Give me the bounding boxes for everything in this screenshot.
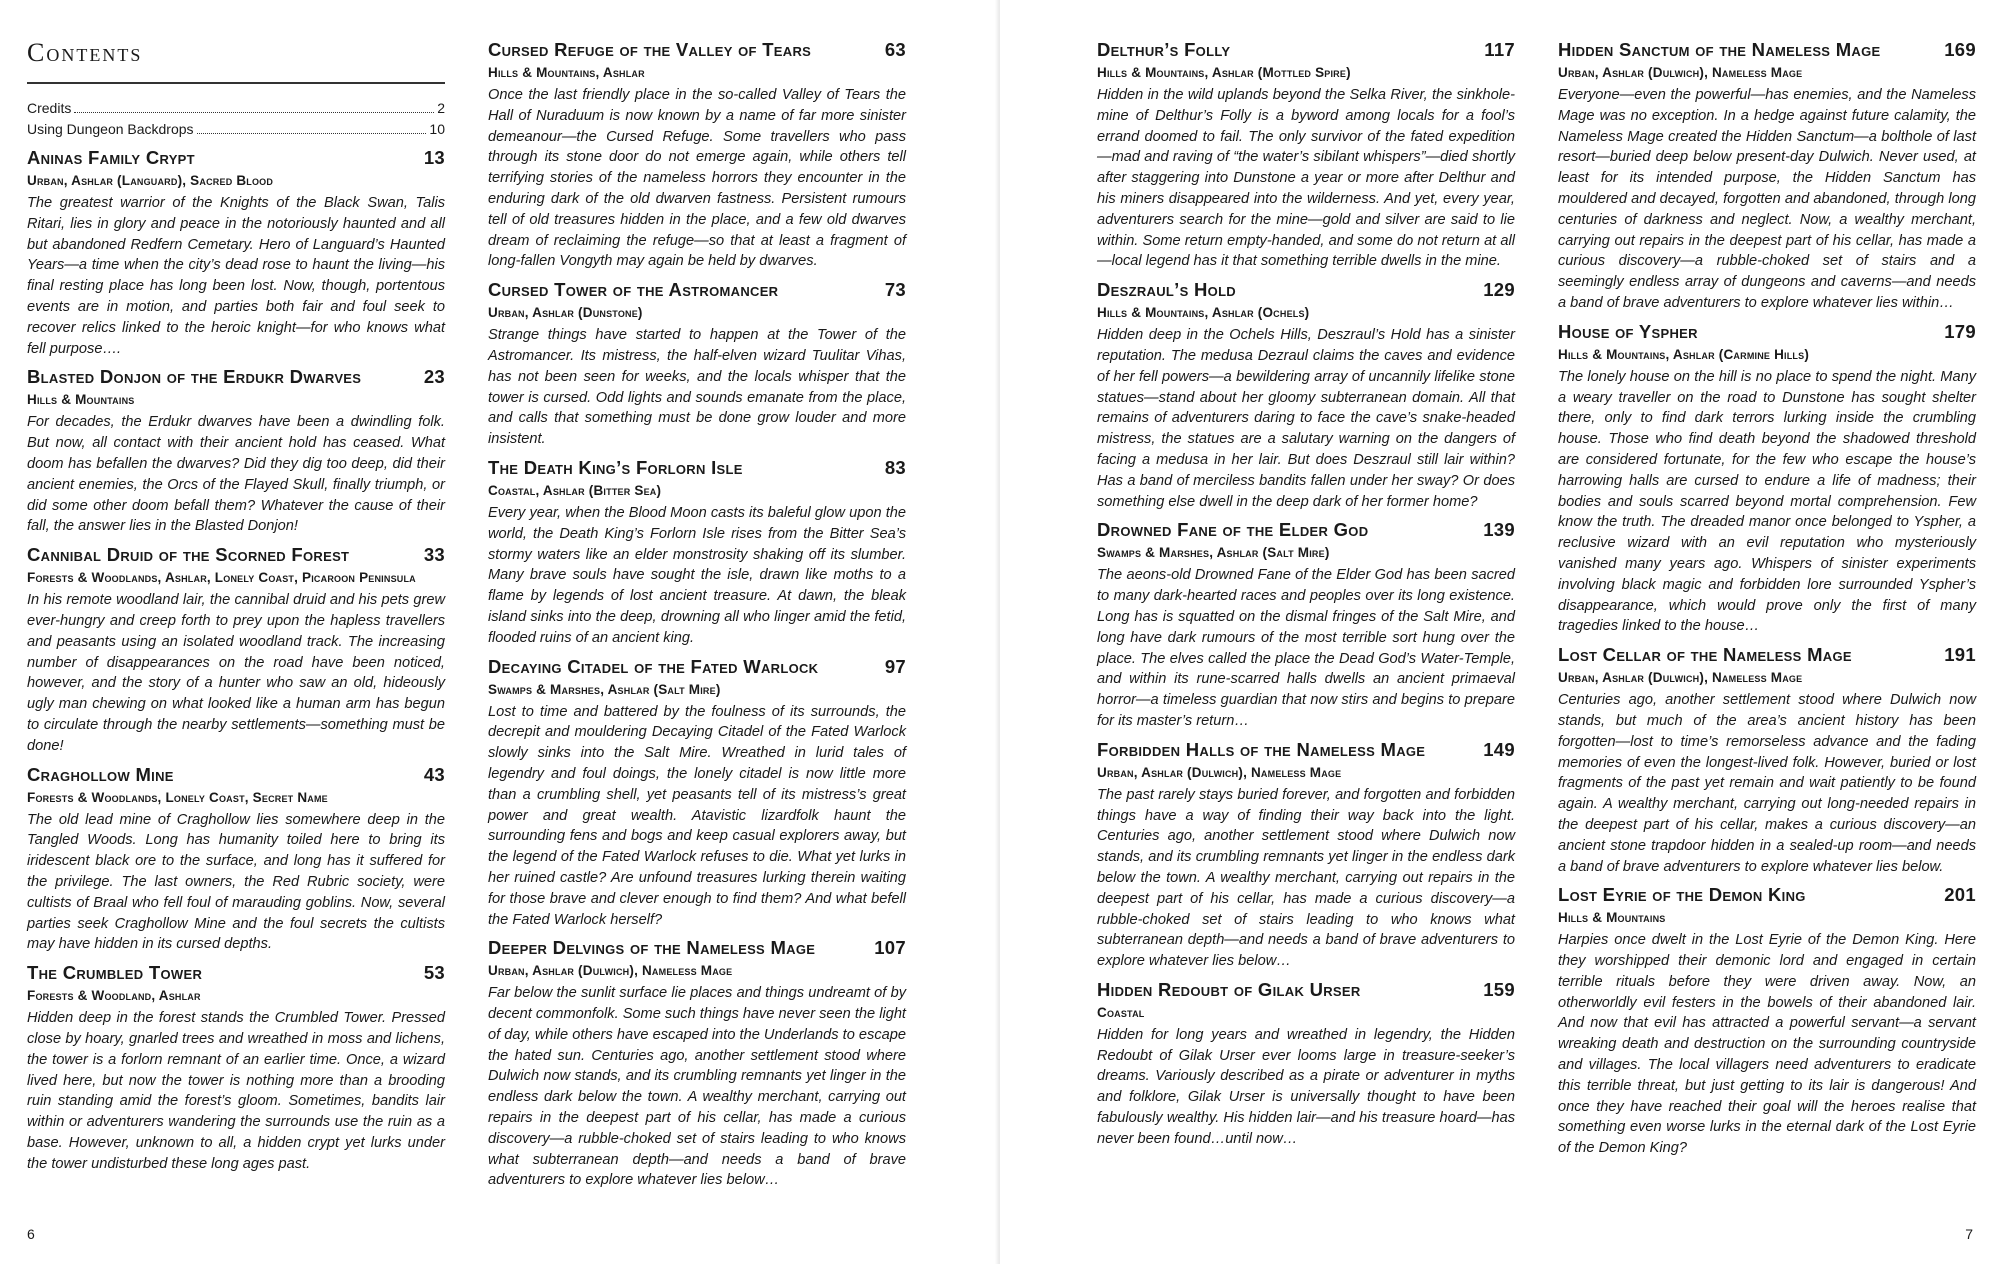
entry-tags: Urban, Ashlar (Dulwich), Nameless Mage (488, 963, 733, 979)
entry-title: Cursed Refuge of the Valley of Tears (488, 39, 812, 60)
entry-tags: Urban, Ashlar (Dulwich), Nameless Mage (1558, 670, 1803, 686)
entry-tags: Urban, Ashlar (Languard), Sacred Blood (27, 173, 274, 188)
entry-description: Far below the sunlit surface lie places and things undreamt of by decent commonfolk. Some such things have never seen the light of day, while others have escaped into the Underlands to escape the hated sun. Centuries ago, another settlement stood where Dulwich now stands, and its crumbling remnants yet linger in the endless dark below the town. A wealthy merchant, carrying out repairs in the deepest part of his cellar, has made a curious discovery—a rubble-choked set of stairs leading to who knows what subterranean depth—and needs a band of brave adventurers to explore whatever lies below… (488, 985, 906, 1189)
entry-description: The past rarely stays buried forever, and forgotten and forbidden things have a way of finding their way back into the light. Centuries ago, another settlement stood where Dulwich now stands, and its crumbling remnants yet linger in the endless dark below the town. A wealthy merchant, carrying out repairs in the deepest part of his cellar, has made a curious discovery—a rubble-choked set of stairs leading to who knows what subterranean depth—and needs a band of brave adventurers to explore whatever lies below… (1097, 786, 1515, 970)
entry-page-number: 139 (1483, 519, 1515, 541)
toc-entry[interactable] (1558, 883, 1976, 1159)
entry-title: Lost Eyrie of the Demon King (1558, 884, 1806, 906)
entry-description: The greatest warrior of the Knights of the Black Swan, Talis Ritari, lies in glory and peace in the notoriously haunted and all but abandoned Redfern Cemetary. Hero of Languard’s Haunted Years—a time when the city’s dead rose to haunt the living—his final resting place has long been lost. Now, though, portentous events are in motion, and parties both fair and foul seek to recover relics linked to the heroic knight—for who knows what fell purpose…. (27, 195, 445, 357)
entry-heading (1097, 38, 1515, 62)
entry-page-number: 107 (874, 937, 906, 959)
entry-description: Strange things have started to happen at the Tower of the Astromancer. Its mistress, the half-elven wizard Tuulitar Vihas, has not been seen for weeks, and the locals whisper that the tower is cursed. Odd lights and sounds emanate from the place, and calls that something must be done grow louder and more insistent. (488, 327, 906, 448)
entry-page-number: 73 (884, 279, 906, 301)
entry-heading (1097, 978, 1515, 1002)
column-1 (27, 38, 445, 1180)
entry-heading (1558, 643, 1976, 667)
entry-tags: Hills & Mountains, Ashlar (Carmine Hills) (1558, 346, 1810, 362)
entry-title: Deeper Delvings of the Nameless Mage (488, 937, 816, 959)
toc-entry[interactable] (1558, 320, 1976, 637)
left-page (0, 0, 995, 1264)
toc-line[interactable] (27, 119, 445, 140)
toc-entry[interactable] (1097, 738, 1515, 972)
toc-entry[interactable] (1097, 978, 1515, 1150)
entry-title: House of Yspher (1558, 320, 1698, 342)
toc-entry[interactable] (488, 655, 906, 931)
entry-title: Blasted Donjon of the Erdukr Dwarves (27, 366, 362, 388)
entry-heading (27, 763, 445, 787)
entries-list (27, 146, 445, 1174)
entry-page-number: 169 (1944, 39, 1976, 60)
toc-label: Credits (27, 100, 72, 116)
entry-tags: Forests & Woodlands, Lonely Coast, Secret Name (27, 789, 328, 805)
entry-description: In his remote woodland lair, the cannibal druid and his pets grew ever-hungry and creep forth to prey upon the hapless travellers and peasants using an isolated woodland track. The increasing number of disappearances on the road have been noticed, however, and the story of a hunter who saw an old, hideously ugly man chewing on what looked like a human arm has begun to circulate through the nearby settlements—something must be done! (27, 592, 445, 754)
entry-page-number: 97 (884, 655, 906, 677)
entry-tags: Hills & Mountains, Ashlar (Mottled Spire) (1097, 65, 1351, 80)
entry-description: For decades, the Erdukr dwarves have been a dwindling folk. But now, all contact with their ancient hold has ceased. What doom has befallen the dwarves? Did they dig too deep, did their ancient enemies, the Orcs of the Flayed Skull, finally triumph, or did some other doom befall them? Whatever the cause of their fall, the answer lies in the Blasted Donjon! (27, 414, 445, 535)
entry-page-number: 201 (1944, 884, 1976, 906)
page-number-right: 7 (1965, 1226, 1973, 1242)
toc-entry[interactable] (1097, 38, 1515, 272)
entry-title: The Death King’s Forlorn Isle (488, 456, 743, 478)
entry-heading (27, 146, 445, 170)
entry-heading (1558, 320, 1976, 344)
entry-tags: Swamps & Marshes, Ashlar (Salt Mire) (488, 681, 721, 697)
entries-list (1558, 38, 1976, 1159)
toc-entry[interactable] (488, 936, 906, 1191)
entry-tags: Coastal (1097, 1004, 1145, 1020)
entry-title: The Crumbled Tower (27, 962, 203, 984)
entry-description: The old lead mine of Craghollow lies somewhere deep in the Tangled Woods. Long has humanity toiled here to bring its iridescent black ore to the surface, and long has it suffered for the privilege. The last owners, the Red Rubric society, were cultists of Braal who fell foul of marauding goblins. Now, several parties seek Craghollow Mine and the foul secrets the cultists may have hidden in its cursed depths. (27, 811, 445, 953)
entry-title: Craghollow Mine (27, 763, 174, 785)
toc-entry[interactable] (1097, 518, 1515, 731)
toc-page-number: 2 (437, 100, 445, 116)
page-number-left: 6 (27, 1226, 35, 1242)
entry-tags: Forests & Woodland, Ashlar (27, 988, 201, 1004)
entry-description: Lost to time and battered by the foulness of its surrounds, the decrepit and mouldering Decaying Citadel of the Fated Warlock slowly sinks into the Salt Mire. Wreathed in lurid tales of legendry and foul doings, the lonely citadel is now little more than a crumbling shell, yet peasants tell of its mistress’s great power and great wealth. Atavistic lizardfolk haunt the surrounding fens and bogs and keep casual explorers away, but the legend of the Fated Warlock refuses to die. What yet lurks in her ruined castle? Are unfound treasures lurking therein waiting for those brave and clever enough to find them? And what befell the Fated Warlock herself? (488, 703, 906, 928)
entry-page-number: 129 (1483, 279, 1515, 301)
entry-tags: Urban, Ashlar (Dunstone) (488, 305, 643, 321)
column-3 (1097, 38, 1515, 1156)
entry-title: Decaying Citadel of the Fated Warlock (488, 655, 819, 677)
toc-leader-dots (74, 112, 434, 113)
entry-heading (27, 365, 445, 389)
entry-heading (27, 961, 445, 985)
entry-title: Hidden Redoubt of Gilak Urser (1097, 978, 1361, 1000)
toc-entry[interactable] (27, 365, 445, 537)
toc-page-number: 10 (429, 121, 445, 137)
toc-entry[interactable] (1097, 278, 1515, 512)
toc-line[interactable] (27, 98, 445, 119)
entry-heading (488, 38, 906, 62)
entry-title: Delthur’s Folly (1097, 39, 1231, 60)
contents-title: Contents (27, 38, 445, 84)
entry-heading (488, 456, 906, 480)
entry-description: Everyone—even the powerful—has enemies, and the Nameless Mage was no exception. In a hedge against future calamity, the Nameless Mage created the Hidden Sanctum—a bolthole of last resort—buried deep below present-day Dulwich. Never used, at least for its intended purpose, the Hidden Sanctum has mouldered and decayed, forgotten and abandoned, through long centuries of darkness and neglect. Now, a wealthy merchant, carrying out repairs in the deepest part of his cellar, has made a curious discovery—a rubble-choked set of stairs and a seemingly endless array of dungeons and caverns—and needs a band of brave adventurers to explore whatever lies within… (1558, 87, 1976, 311)
entry-description: Hidden deep in the forest stands the Crumbled Tower. Pressed close by hoary, gnarled trees and wreathed in moss and lichens, the tower is a forlorn remnant of an earlier time. Once, a wizard lived here, but now the tower is nothing more than a brooding ruin standing amid the forest’s gloom. Sometimes, bandits lair within or adventurers wandering the surrounds use the ruin as a base. However, unknown to all, a hidden crypt yet lurks under the tower undisturbed these long ages past. (27, 1010, 445, 1172)
entry-description: Hidden deep in the Ochels Hills, Deszraul’s Hold has a sinister reputation. The medusa Dezraul claims the caves and evidence of her fell powers—a bewildering array of uncannily lifelike stone statues—stand about her gloomy subterranean domain. All that remains of adventurers daring to face the cave’s snake-headed mistress, the statues are a salutary warning on the dangers of facing a medusa in her lair. But does Deszraul still lair within? Has a band of merciless bandits fallen under her sway? Or does something else dwell in the deep dark of her former home? (1097, 327, 1515, 510)
entry-description: The aeons-old Drowned Fane of the Elder God has been sacred to many dark-hearted races and peoples over its long existence. Long has is squatted on the dismal fringes of the Salt Mire, and long have dark rumours of the most terrible sort hung over the place. The elves called the place the Dead God’s Water-Temple, and within its rune-scarred halls dwells an ancient primaeval horror—a timeless guardian that now stirs and begins to prepare for its master’s return… (1097, 567, 1515, 729)
entry-tags: Swamps & Marshes, Ashlar (Salt Mire) (1097, 545, 1330, 561)
contents-list (27, 98, 445, 140)
toc-entry[interactable] (27, 146, 445, 359)
entry-page-number: 83 (884, 456, 906, 478)
entry-title: Deszraul’s Hold (1097, 279, 1236, 301)
entry-title: Aninas Family Crypt (27, 147, 195, 168)
entry-tags: Hills & Mountains, Ashlar (488, 65, 645, 80)
toc-entry[interactable] (488, 38, 906, 272)
entry-heading (488, 278, 906, 302)
entries-list (488, 38, 906, 1191)
entry-tags: Urban, Ashlar (Dulwich), Nameless Mage (1097, 764, 1342, 780)
entry-page-number: 13 (423, 147, 445, 168)
entry-page-number: 117 (1484, 39, 1515, 60)
entry-heading (1097, 738, 1515, 762)
entry-description: Every year, when the Blood Moon casts its baleful glow upon the world, the Death King’s Forlorn Isle rises from the Bitter Sea’s stormy waters like an elder monstrosity shaking off its slumber. Many brave souls have sought the isle, drawn like moths to a flame by legends of lost ancient treasure. At dawn, the bleak island sinks into the deep, drowning all who linger amid the fetid, flooded ruins of an ancient king. (488, 504, 906, 646)
entry-page-number: 63 (884, 39, 906, 60)
entry-description: Hidden for long years and wreathed in legendry, the Hidden Redoubt of Gilak Urser ever looms large in treasure-seeker’s dreams. Variously described as a pirate or adventurer in myths and folklore, Gilak Urser is universally thought to have been fabulously wealthy. His hidden lair—and his treasure hoard—has never been found…until now… (1097, 1026, 1515, 1147)
column-2 (488, 38, 906, 1197)
entry-page-number: 23 (423, 366, 445, 388)
entry-description: Centuries ago, another settlement stood where Dulwich now stands, but much of the area’s ancient history has been forgotten—lost to time’s remorseless advance and the fading memories of even the longest-lived folk. However, buried or lost fragments of the past yet remain and wait patiently to be found again. A wealthy merchant, carrying out long-needed repairs in the deepest part of his cellar, makes a curious discovery—an ancient stone trapdoor hidden in a sealed-up room—and needs a band of brave adventurers to explore whatever lies below. (1558, 692, 1976, 875)
entries-list (1097, 38, 1515, 1150)
entry-tags: Hills & Mountains, Ashlar (Ochels) (1097, 305, 1310, 321)
entry-title: Hidden Sanctum of the Nameless Mage (1558, 39, 1881, 60)
entry-title: Lost Cellar of the Nameless Mage (1558, 644, 1852, 666)
column-4 (1558, 38, 1976, 1165)
entry-page-number: 43 (423, 763, 445, 785)
entry-description: Harpies once dwelt in the Lost Eyrie of the Demon King. Here they worshipped their demonic lord and engaged in certain terrible rituals before they were driven away. Now, an otherworldly evil festers in the bowels of their abandoned lair. And now that evil has attracted a powerful servant—a servant wreaking death and destruction on the surrounding countryside and villages. The local villagers need adventurers to eradicate this terrible threat, but just getting to its lair is dangerous! And once they have reached their goal will the heroes realise that something even worse lurks in the eternal dark of the Lost Eyrie of the Demon King? (1558, 932, 1976, 1157)
entry-page-number: 191 (1944, 644, 1976, 666)
entry-tags: Urban, Ashlar (Dulwich), Nameless Mage (1558, 65, 1803, 80)
toc-label: Using Dungeon Backdrops (27, 121, 194, 137)
entry-heading (1097, 518, 1515, 542)
entry-page-number: 53 (423, 962, 445, 984)
toc-entry[interactable] (1558, 643, 1976, 877)
toc-leader-dots (197, 133, 427, 134)
entry-heading (27, 543, 445, 567)
entry-tags: Coastal, Ashlar (Bitter Sea) (488, 482, 662, 498)
toc-entry[interactable] (1558, 38, 1976, 314)
entry-title: Forbidden Halls of the Nameless Mage (1097, 738, 1426, 760)
entry-heading (488, 936, 906, 960)
entry-heading (1558, 883, 1976, 907)
entry-description: The lonely house on the hill is no place to spend the night. Many a weary traveller on the road to Dunstone has sought shelter there, only to find dark terrors lurking inside the crumbling house. Those who find death beyond the shadowed threshold are considered fortunate, for the few who escape the house’s harrowing halls are cursed to endure a life of madness; their bodies and souls scarred beyond mortal comprehension. Few know the truth. The dreaded manor once belonged to Yspher, a reclusive wizard with an evil reputation who mysteriously vanished many years ago. Whispers of sinister experiments involving black magic and forbidden lore surrounded Yspher’s disappearance, which would prove only the first of many tragedies linked to the house… (1558, 368, 1976, 635)
toc-entry[interactable] (488, 278, 906, 450)
entry-description: Hidden in the wild uplands beyond the Selka River, the sinkhole-mine of Delthur’s Folly is a byword among locals for a fool’s errand doomed to fail. The only survivor of the fated expedition—mad and raving of “the water’s sibilant whispers”—died shortly after staggering into Dunstone a year or more after Delthur and his miners disappeared into the wilderness. And yet, every year, adventurers search for the mine—gold and silver are said to lie within. Some return empty-handed, and some do not return at all—local legend has it that something terrible dwells in the mine. (1097, 87, 1515, 270)
entry-description: Once the last friendly place in the so-called Valley of Tears the Hall of Nuraduum is now known by a name of far more sinister demeanour—the Cursed Refuge. Some travellers who pass through its stone door do not emerge again, while others tell terrifying stories of the nameless horrors they encounter in the enduring dark of the old dwarven fastness. Persistent rumours tell of old treasures hidden in the place, and a few old dwarves dream of reclaiming the refuge—so that at least a fragment of long-fallen Vongyth may again be held by dwarves. (488, 87, 906, 270)
toc-entry[interactable] (27, 961, 445, 1174)
entry-title: Cannibal Druid of the Scorned Forest (27, 544, 350, 566)
entry-title: Cursed Tower of the Astromancer (488, 279, 779, 301)
entry-page-number: 149 (1483, 738, 1515, 760)
toc-entry[interactable] (27, 763, 445, 956)
entry-heading (1097, 278, 1515, 302)
entry-title: Drowned Fane of the Elder God (1097, 519, 1369, 541)
toc-entry[interactable] (27, 543, 445, 756)
entry-tags: Hills & Mountains (27, 392, 135, 408)
entry-tags: Forests & Woodlands, Ashlar, Lonely Coast, Picaroon Peninsula (27, 570, 416, 586)
toc-entry[interactable] (488, 456, 906, 649)
entry-page-number: 179 (1944, 320, 1976, 342)
entry-heading (1558, 38, 1976, 62)
entry-page-number: 33 (423, 544, 445, 566)
entry-page-number: 159 (1483, 978, 1515, 1000)
entry-tags: Hills & Mountains (1558, 910, 1666, 926)
entry-heading (488, 655, 906, 679)
